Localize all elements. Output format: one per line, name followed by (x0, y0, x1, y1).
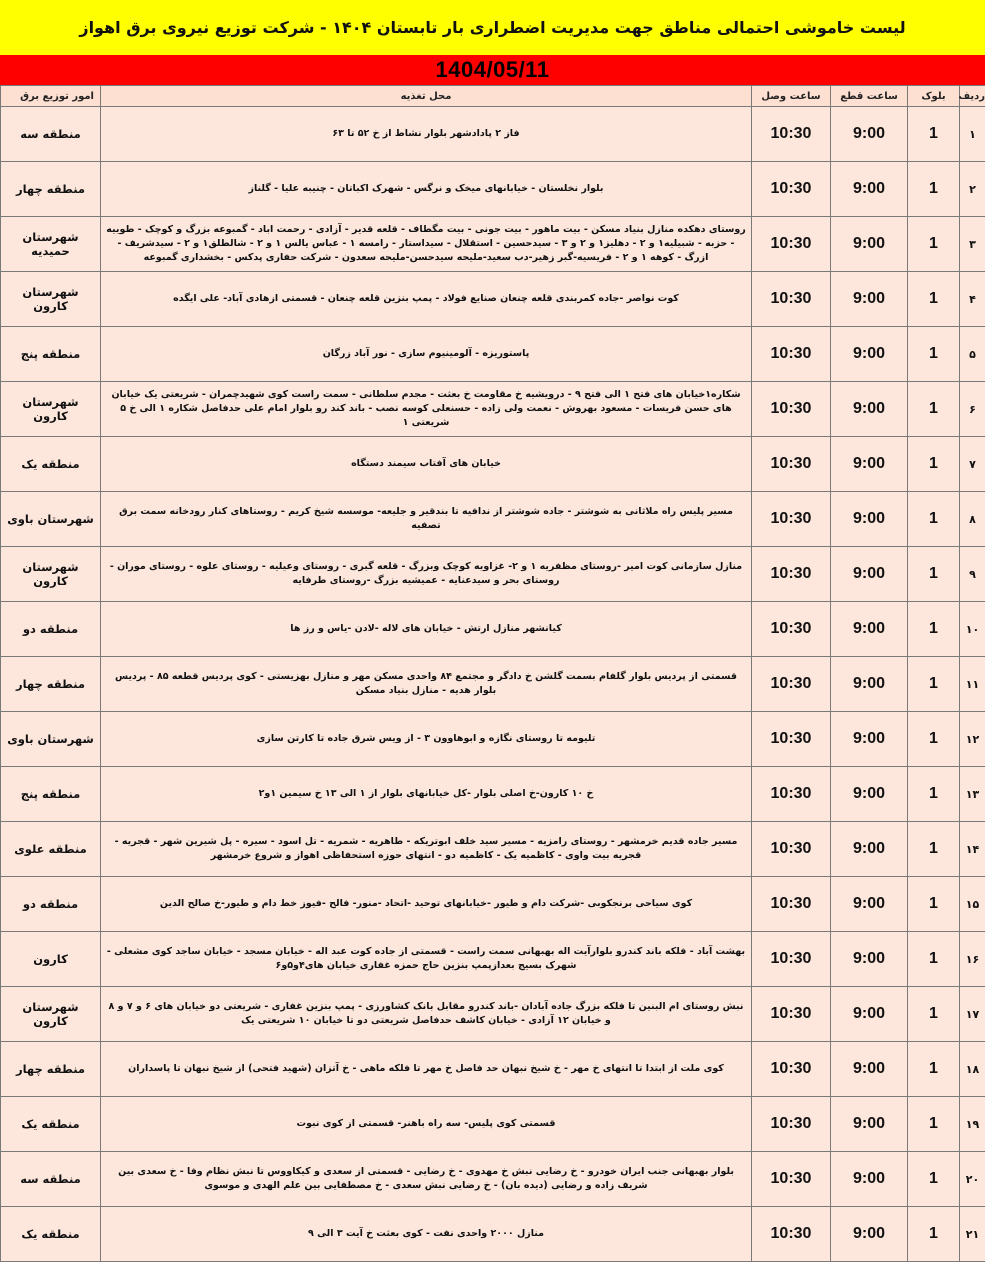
district-name: شهرستان کارون (1, 382, 101, 437)
off-time: 9:00 (831, 712, 908, 767)
row-number: ۴ (960, 272, 985, 327)
row-number: ۱ (960, 107, 985, 162)
row-number: ۹ (960, 547, 985, 602)
row-number: ۱۲ (960, 712, 985, 767)
on-time: 10:30 (752, 712, 831, 767)
row-number: ۱۴ (960, 822, 985, 877)
district-name: منطقه سه (1, 1152, 101, 1207)
date-banner (0, 55, 985, 86)
row-number: ۱۹ (960, 1097, 985, 1152)
off-time: 9:00 (831, 492, 908, 547)
block-number: 1 (908, 657, 960, 712)
block-number: 1 (908, 437, 960, 492)
feed-location: منازل سازمانی کوت امیر -روستای مظفریه ۱ و ۲- غزاویه کوچک وبزرگ - قلعه گبری - روستای وعیلیه - روستای علوه - روستای موران - روستای بحر و سیدعنایه - عمیشیه بزرگ -روستای طرفایه (101, 547, 752, 602)
table-row (1, 272, 985, 327)
off-time: 9:00 (831, 1152, 908, 1207)
block-number: 1 (908, 547, 960, 602)
header-row-number: ردیف (960, 86, 985, 107)
feed-location: قسمتی از پردیس بلوار گلفام بسمت گلشن خ دادگر و مجتمع ۸۴ واحدی مسکن مهر و منازل بهزیستی - کوی پردیس قطعه ۸۵ - پردیس بلوار هدیه - منازل بنیاد مسکن (101, 657, 752, 712)
block-number: 1 (908, 1042, 960, 1097)
row-number: ۲ (960, 162, 985, 217)
table-row (1, 107, 985, 162)
block-number: 1 (908, 932, 960, 987)
block-number: 1 (908, 602, 960, 657)
off-time: 9:00 (831, 217, 908, 272)
off-time: 9:00 (831, 987, 908, 1042)
header-district: امور توزیع برق (1, 86, 101, 107)
feed-location: تلیومه تا روستای نگازه و ابوهاوون ۳ - از ویس شرق جاده تا کارتن سازی (101, 712, 752, 767)
feed-location: منازل ۲۰۰۰ واحدی نفت - کوی بعثت خ آیت ۳ الی ۹ (101, 1207, 752, 1262)
table-row (1, 327, 985, 382)
district-name: منطقه دو (1, 602, 101, 657)
on-time: 10:30 (752, 767, 831, 822)
block-number: 1 (908, 327, 960, 382)
row-number: ۱۸ (960, 1042, 985, 1097)
on-time: 10:30 (752, 1207, 831, 1262)
outage-table (0, 85, 985, 1262)
off-time: 9:00 (831, 1097, 908, 1152)
off-time: 9:00 (831, 822, 908, 877)
table-row (1, 712, 985, 767)
district-name: منطقه یک (1, 1097, 101, 1152)
district-name: منطقه یک (1, 437, 101, 492)
on-time: 10:30 (752, 492, 831, 547)
on-time: 10:30 (752, 107, 831, 162)
on-time: 10:30 (752, 657, 831, 712)
on-time: 10:30 (752, 822, 831, 877)
header-off-time: ساعت قطع (831, 86, 908, 107)
table-row (1, 162, 985, 217)
header-block: بلوک (908, 86, 960, 107)
off-time: 9:00 (831, 272, 908, 327)
off-time: 9:00 (831, 1042, 908, 1097)
header-on-time: ساعت وصل (752, 86, 831, 107)
feed-location: کوی ملت از ابتدا تا انتهای خ مهر - خ شیخ نبهان حد فاصل خ مهر تا فلکه ماهی - خ آتزان (شهید فتحی) از شیخ نبهان تا پاسداران (101, 1042, 752, 1097)
block-number: 1 (908, 1152, 960, 1207)
feed-location: شکاره۱خیابان های فتح ۱ الی فتح ۹ - درویشیه خ مقاومت خ بعثت - مجدم سلطانی - سمت راست کوی شهیدچمران - شریعتی یک خیابان های حسن فریسات - مسعود بهروش - نعمت ولی زاده - حسنعلی کوسه نصب - باند کند رو بلوار امام علی حدفاصل شکاره ۱ الی خ ۵ شریعتی ۱ (101, 382, 752, 437)
off-time: 9:00 (831, 877, 908, 932)
table-row (1, 1152, 985, 1207)
row-number: ۳ (960, 217, 985, 272)
off-time: 9:00 (831, 107, 908, 162)
block-number: 1 (908, 162, 960, 217)
district-name: شهرستان کارون (1, 272, 101, 327)
off-time: 9:00 (831, 327, 908, 382)
table-row (1, 987, 985, 1042)
district-name: شهرستان کارون (1, 987, 101, 1042)
on-time: 10:30 (752, 602, 831, 657)
on-time: 10:30 (752, 547, 831, 602)
off-time: 9:00 (831, 932, 908, 987)
table-row (1, 547, 985, 602)
row-number: ۷ (960, 437, 985, 492)
table-row (1, 492, 985, 547)
table-row (1, 382, 985, 437)
block-number: 1 (908, 877, 960, 932)
district-name: منطقه پنج (1, 327, 101, 382)
table-row (1, 437, 985, 492)
on-time: 10:30 (752, 932, 831, 987)
on-time: 10:30 (752, 877, 831, 932)
block-number: 1 (908, 822, 960, 877)
district-name: منطقه پنج (1, 767, 101, 822)
on-time: 10:30 (752, 1152, 831, 1207)
block-number: 1 (908, 107, 960, 162)
off-time: 9:00 (831, 767, 908, 822)
date-label: 1404/05/11 (426, 57, 560, 83)
feed-location: کوت نواصر -جاده کمربندی قلعه چنعان صنایع فولاد - پمپ بنزین قلعه چنعان - قسمتی ازهادی آباد- علی ایگده (101, 272, 752, 327)
table-row (1, 657, 985, 712)
table-row (1, 932, 985, 987)
district-name: کارون (1, 932, 101, 987)
feed-location: خیابان های آفتاب سیمند دستگاه (101, 437, 752, 492)
feed-location: بلوار بهبهانی جنب ایران خودرو - خ رضایی نبش خ مهدوی - خ رضایی - قسمتی از سعدی و کیکاووس تا نبش نظام وفا - خ سعدی بین شریف زاده و رضایی (دیده بان) - خ رضایی نبش سعدی - خ مصطفایی بین علم الهدی و موسوی (101, 1152, 752, 1207)
off-time: 9:00 (831, 162, 908, 217)
block-number: 1 (908, 382, 960, 437)
row-number: ۱۶ (960, 932, 985, 987)
row-number: ۱۰ (960, 602, 985, 657)
off-time: 9:00 (831, 657, 908, 712)
on-time: 10:30 (752, 327, 831, 382)
row-number: ۱۷ (960, 987, 985, 1042)
feed-location: بلوار نخلستان - خیابانهای میخک و نرگس - شهرک اکباتان - چنیبه علیا - گلناز (101, 162, 752, 217)
district-name: شهرستان حمیدیه (1, 217, 101, 272)
table-row (1, 767, 985, 822)
row-number: ۲۱ (960, 1207, 985, 1262)
feed-location: مسیر پلیس راه ملاثانی به شوشتر - جاده شوشتر از ندافیه تا بندقیر و جلیعه- موسسه شیخ کریم - روستاهای کنار رودخانه سمت برق تصفیه (101, 492, 752, 547)
on-time: 10:30 (752, 272, 831, 327)
off-time: 9:00 (831, 382, 908, 437)
on-time: 10:30 (752, 217, 831, 272)
district-name: منطقه دو (1, 877, 101, 932)
district-name: شهرستان باوی (1, 712, 101, 767)
district-name: منطقه چهار (1, 657, 101, 712)
block-number: 1 (908, 272, 960, 327)
table-row (1, 822, 985, 877)
feed-location: پاستوریزه - آلومینیوم سازی - نور آباد زرگان (101, 327, 752, 382)
block-number: 1 (908, 217, 960, 272)
table-row (1, 1207, 985, 1262)
row-number: ۱۳ (960, 767, 985, 822)
feed-location: روستای دهکده منازل بنیاد مسکن - بیت ماهور - بیت جونی - بیت مگطاف - قلعه قدیر - آزادی - رحمت اباد - گمبوعه بزرگ و کوچک - طوییه - حزبه - شبیلیه۱ و ۲ - دهلیز۱ و ۲ و ۳ - سیدحسین - استقلال - سیداستار - رامسه ۱ - عباس یالس ۱ و ۲ - شالطلق۱ و ۲ - سیدشریف - ازرگ - کوهه ۱ و ۲ - فریسیه-گبر زهیر-دب سعید-ملیحه سیدحسن-ملیحه سعدون - شرکت حفاری پدکس - بخشداری گمبوعه (101, 217, 752, 272)
off-time: 9:00 (831, 437, 908, 492)
feed-location: قسمتی کوی پلیس- سه راه باهنر- قسمتی از کوی نبوت (101, 1097, 752, 1152)
district-name: منطقه علوی (1, 822, 101, 877)
row-number: ۵ (960, 327, 985, 382)
table-row (1, 1042, 985, 1097)
district-name: منطقه سه (1, 107, 101, 162)
feed-location: مسیر جاده قدیم خرمشهر - روستای رامزیه - مسیر سید خلف ابوتریکه - طاهریه - شمریه - تل اسود - سیره - پل شیرین شهر - قجریه - قجریه بیت واوی - کاظمیه یک - کاظمیه دو - انتهای حوزه استحفاظی اهواز و شروع خرمشهر (101, 822, 752, 877)
feed-location: نبش روستای ام البنین تا فلکه بزرگ جاده آبادان -باند کندرو مقابل بانک کشاورزی - پمپ بنزین غفاری - شریعتی دو خیابان های ۶ و ۷ و ۸ و خیابان ۱۲ آزادی - خیابان کاشف حدفاصل شریعتی دو تا خیابان ۱۰ شریعتی یک (101, 987, 752, 1042)
table-row (1, 602, 985, 657)
block-number: 1 (908, 1097, 960, 1152)
block-number: 1 (908, 767, 960, 822)
on-time: 10:30 (752, 382, 831, 437)
feed-location: خ ۱۰ کارون-خ اصلی بلوار -کل خیابانهای بلوار از ۱ الی ۱۳ خ سیمین ۱و۲ (101, 767, 752, 822)
off-time: 9:00 (831, 547, 908, 602)
row-number: ۱۵ (960, 877, 985, 932)
header-feed-location: محل تغذیه (101, 86, 752, 107)
table-row (1, 217, 985, 272)
feed-location: بهشت آباد - فلکه باند کندرو بلوارآیت اله بهبهانی سمت راست - قسمتی از جاده کوت عبد اله - خیابان مسجد - خیابان ساجد کوی مشعلی - شهرک بسیج بعدازپمپ بنزین حاج حمزه غفاری خیابان های۴و۵و۶ (101, 932, 752, 987)
page-title: لیست خاموشی احتمالی مناطق جهت مدیریت اضطراری بار تابستان ۱۴۰۴ - شرکت توزیع نیروی برق اهواز (0, 0, 985, 56)
table-body (1, 107, 985, 1262)
block-number: 1 (908, 712, 960, 767)
block-number: 1 (908, 987, 960, 1042)
feed-location: فاز ۲ پادادشهر بلوار نشاط از خ ۵۲ تا ۶۳ (101, 107, 752, 162)
block-number: 1 (908, 492, 960, 547)
row-number: ۲۰ (960, 1152, 985, 1207)
feed-location: کوی سیاحی برنجکوبی -شرکت دام و طیور -خیابانهای توحید -اتحاد -منور- فالح -فیوز خط دام و طیور-خ صالح الدین (101, 877, 752, 932)
table-header-row (1, 86, 985, 107)
row-number: ۱۱ (960, 657, 985, 712)
district-name: شهرستان باوی (1, 492, 101, 547)
table-row (1, 1097, 985, 1152)
on-time: 10:30 (752, 1042, 831, 1097)
row-number: ۶ (960, 382, 985, 437)
district-name: منطقه یک (1, 1207, 101, 1262)
off-time: 9:00 (831, 602, 908, 657)
table-row (1, 877, 985, 932)
on-time: 10:30 (752, 987, 831, 1042)
block-number: 1 (908, 1207, 960, 1262)
row-number: ۸ (960, 492, 985, 547)
off-time: 9:00 (831, 1207, 908, 1262)
district-name: شهرستان کارون (1, 547, 101, 602)
feed-location: کیانشهر منازل ارتش - خیابان های لاله -لادن -یاس و رز ها (101, 602, 752, 657)
on-time: 10:30 (752, 162, 831, 217)
on-time: 10:30 (752, 437, 831, 492)
district-name: منطقه چهار (1, 162, 101, 217)
district-name: منطقه چهار (1, 1042, 101, 1097)
on-time: 10:30 (752, 1097, 831, 1152)
